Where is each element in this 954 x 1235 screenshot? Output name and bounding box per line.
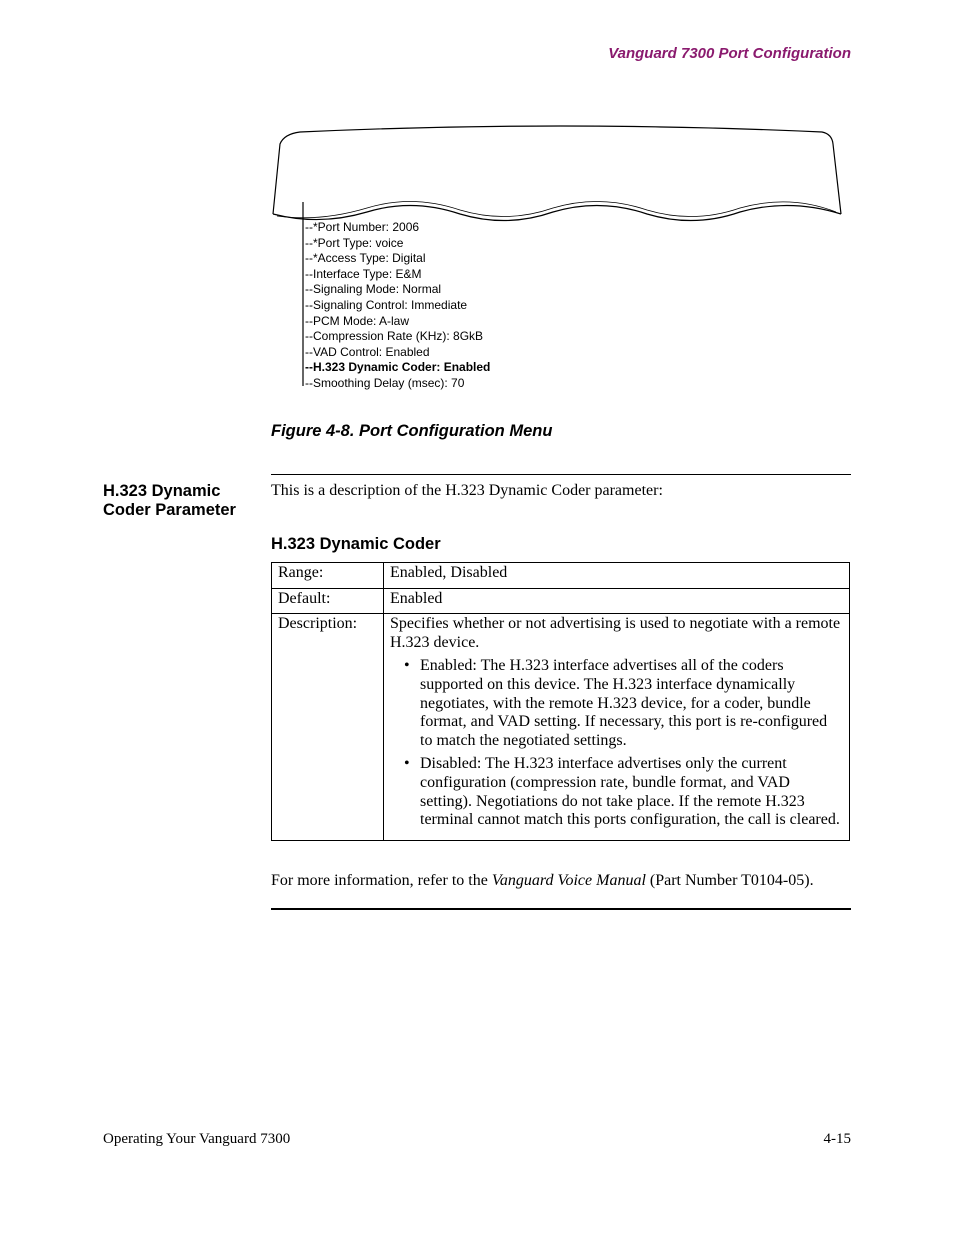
section-heading-line: H.323 Dynamic <box>103 482 221 500</box>
description-value <box>384 614 850 841</box>
table-row <box>272 614 850 841</box>
menu-line: --Interface Type: E&M <box>305 266 422 281</box>
range-value: Enabled, Disabled <box>384 563 850 589</box>
bullet-text: Enabled: The H.323 interface advertises all of the coders supported on this device. The H.323 interface dynamically negotiates, with the remote H.323 device, for a coder, bundle format, and VAD setting. If necessary, this port is re-configured to match the negotiated settings. <box>420 657 828 749</box>
bullet-text: Disabled: The H.323 interface advertises only the current configuration (compression rate, bundle format, and VAD setting). Negotiations do not take place. If the remote H.323 terminal cannot match this ports configuration, the call is cleared. <box>420 755 840 829</box>
bullet-icon: • <box>404 657 410 675</box>
bullet-item <box>390 755 843 829</box>
description-label: Description: <box>272 614 384 841</box>
menu-line: --*Port Type: voice <box>305 235 404 250</box>
default-label: Default: <box>272 588 384 614</box>
menu-line: --Compression Rate (KHz): 8GkB <box>305 329 484 344</box>
menu-line: --PCM Mode: A-law <box>305 313 410 328</box>
table-row <box>272 563 850 589</box>
range-label: Range: <box>272 563 384 589</box>
menu-line: --*Port Number: 2006 <box>305 220 420 234</box>
port-configuration-menu-figure <box>270 124 844 399</box>
running-header: Vanguard 7300 Port Configuration <box>608 45 851 62</box>
menu-line: --*Access Type: Digital <box>305 251 426 266</box>
section-rule-top <box>271 474 851 475</box>
menu-line-highlighted: --H.323 Dynamic Coder: Enabled <box>305 360 491 375</box>
figure-caption: Figure 4-8. Port Configuration Menu <box>271 422 553 440</box>
menu-line: --Signaling Control: Immediate <box>305 297 468 312</box>
section-heading-line: Coder Parameter <box>103 500 236 519</box>
menu-line: --Signaling Mode: Normal <box>305 282 442 297</box>
parameter-table <box>271 562 850 841</box>
more-info-prefix: For more information, refer to the <box>271 872 492 889</box>
menu-line: --Smoothing Delay (msec): 70 <box>305 375 465 390</box>
more-info-paragraph <box>271 872 814 890</box>
default-value: Enabled <box>384 588 850 614</box>
manual-title: Vanguard Voice Manual <box>491 872 646 889</box>
intro-paragraph: This is a description of the H.323 Dynamic Coder parameter: <box>271 482 663 499</box>
bullet-item <box>390 657 843 750</box>
table-row <box>272 588 850 614</box>
more-info-suffix: (Part Number T0104-05). <box>645 872 814 889</box>
menu-line: --VAD Control: Enabled <box>305 344 430 359</box>
menu-lines <box>305 220 490 392</box>
description-bullets <box>390 657 843 829</box>
footer-page-number: 4-15 <box>823 1131 851 1147</box>
description-text: Specifies whether or not advertising is used to negotiate with a remote H.323 device. <box>390 615 841 651</box>
section-heading <box>103 482 268 519</box>
section-rule-bottom <box>271 908 851 910</box>
table-title: H.323 Dynamic Coder <box>271 535 441 553</box>
bullet-icon: • <box>404 755 410 773</box>
footer-document-title: Operating Your Vanguard 7300 <box>103 1131 291 1147</box>
